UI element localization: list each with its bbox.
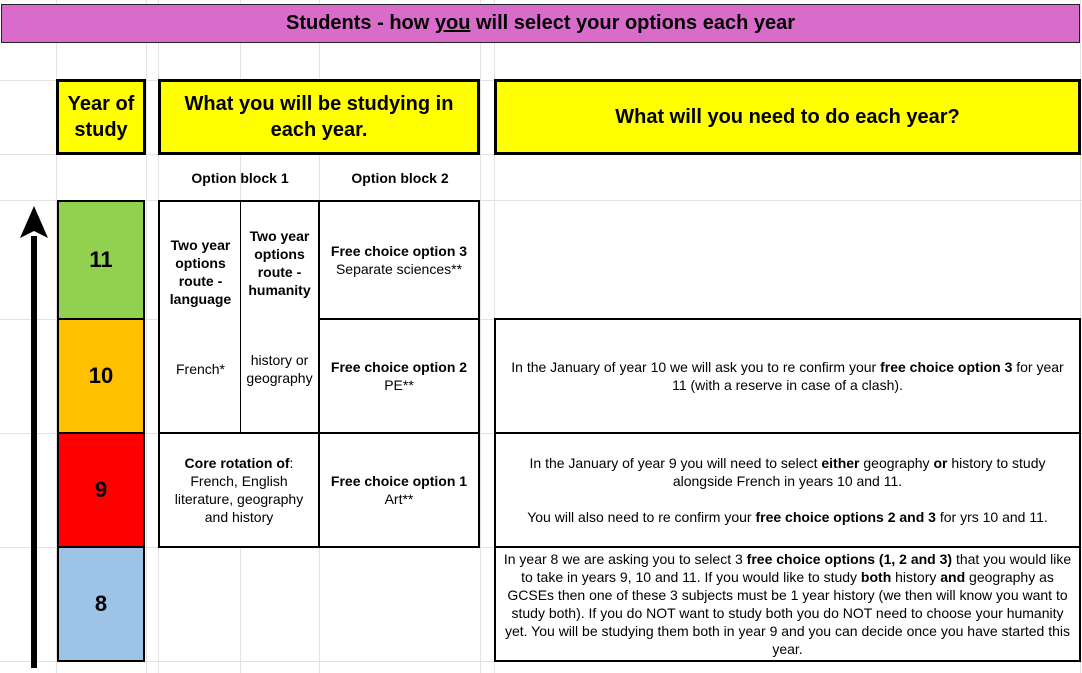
humanity-route-cell xyxy=(240,200,320,434)
year-9-cell: 9 xyxy=(57,432,145,548)
gridline xyxy=(146,0,147,673)
free-choice-option-1-cell xyxy=(318,432,480,548)
todo-year-9-para-1: In the January of year 9 you will need to select either geography or history to study alongside French in years 10 and 11. xyxy=(529,455,1046,489)
up-arrow-icon xyxy=(18,206,50,668)
todo-year-8-text: In year 8 we are asking you to select 3 free choice options (1, 2 and 3) that you would like to take in years 9, 10 and 11. If you would like to study both history and geography as GCSEs then one of these 3 subjects must be 1 year history (we then will know you want to study both). If you do NOT want to study both you do NOT need to choose your humanity yet. You will be studying them both in year 9 and you can decide once you have started this year. xyxy=(503,551,1072,657)
humanity-route-title: Two year options route - humanity xyxy=(248,228,311,298)
language-route-cell xyxy=(158,200,242,434)
gridline xyxy=(480,0,481,673)
core-rotation-cell xyxy=(158,432,320,548)
header-what-studying: What you will be studying in each year. xyxy=(158,79,480,155)
language-route-subject: French* xyxy=(175,361,226,377)
option-block-2-label: Option block 2 xyxy=(351,170,449,186)
header-what-to-do: What will you need to do each year? xyxy=(494,79,1081,155)
fco2-subject: PE** xyxy=(384,377,414,393)
todo-year-9-para-2: You will also need to re confirm your free choice options 2 and 3 for yrs 10 and 11. xyxy=(527,509,1048,525)
fco3-subject: Separate sciences** xyxy=(335,261,463,277)
todo-year-10-text: In the January of year 10 we will ask you to re confirm your free choice option 3 for year 11 (with a reserve in case of a clash). xyxy=(511,359,1064,393)
banner-title: Students - how you will select your options each year xyxy=(285,12,795,34)
fco1-title: Free choice option 1 xyxy=(330,473,468,489)
todo-year-8 xyxy=(494,546,1081,662)
free-choice-option-3-cell xyxy=(318,200,480,320)
fco3-title: Free choice option 3 xyxy=(330,243,468,259)
todo-year-10 xyxy=(494,318,1081,434)
free-choice-option-2-cell xyxy=(318,318,480,434)
page-banner xyxy=(1,4,1080,43)
humanity-route-subject: history or geography xyxy=(246,352,313,386)
core-rotation-text: Core rotation of: French, English literature, geography and history xyxy=(174,455,304,525)
year-8-cell: 8 xyxy=(57,546,145,662)
year-10-cell: 10 xyxy=(57,318,145,434)
todo-year-9 xyxy=(494,432,1081,548)
language-route-title: Two year options route - language xyxy=(169,237,232,307)
header-year-of-study: Year of study xyxy=(56,79,146,155)
fco2-title: Free choice option 2 xyxy=(330,359,468,375)
year-11-cell: 11 xyxy=(57,200,145,320)
option-block-1-label: Option block 1 xyxy=(191,170,289,186)
fco1-subject: Art** xyxy=(384,491,414,507)
